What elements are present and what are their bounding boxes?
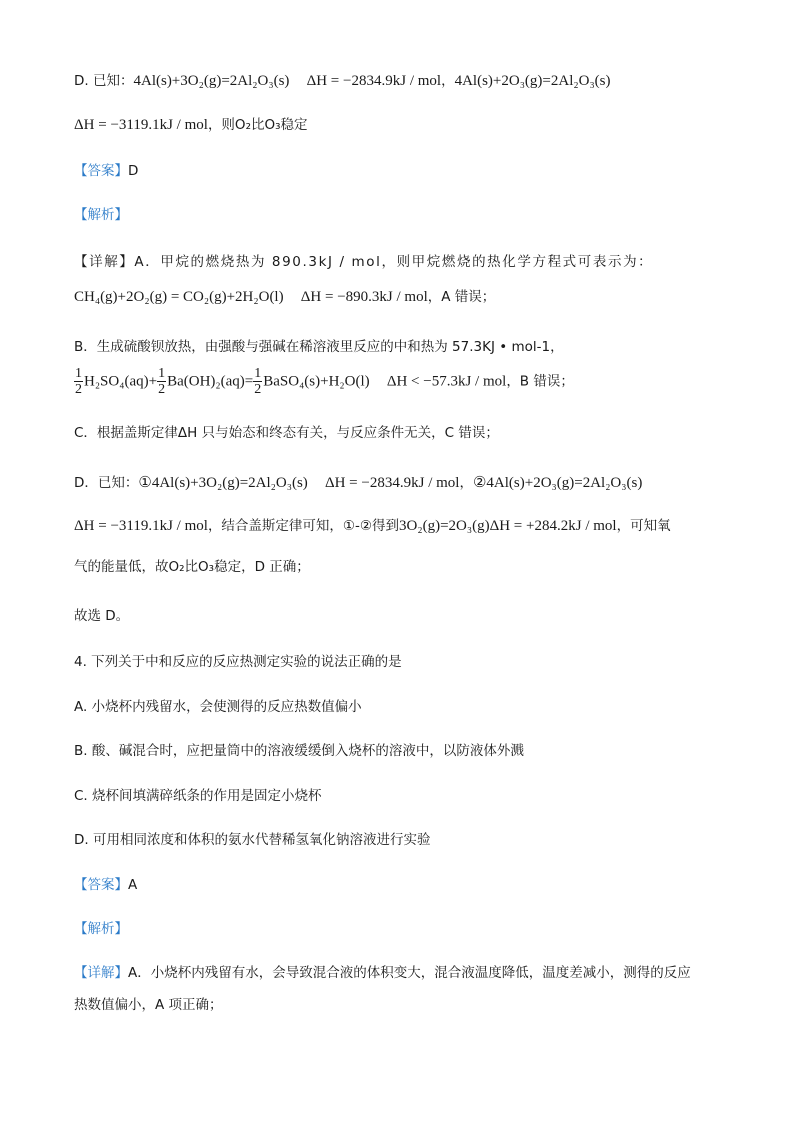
q4-option-c bbox=[74, 790, 322, 804]
equation-part: BaSO₄(s)+H₂O(l) bbox=[263, 373, 370, 390]
fraction-denominator: 2 bbox=[75, 382, 82, 397]
q4-option-a bbox=[74, 701, 362, 715]
enthalpy-value: ΔH = −890.3kJ / mol bbox=[300, 289, 428, 305]
answer-value: A bbox=[128, 877, 138, 893]
option-text: D. 可用相同浓度和体积的氨水代替稀氢氧化钠溶液进行实验 bbox=[74, 832, 431, 848]
q3-detail-d-line2 bbox=[74, 519, 671, 534]
detail-label: 【详解】 bbox=[74, 965, 128, 981]
equation: 4Al(s)+2O₃(g)=2Al₂O₃(s) bbox=[454, 73, 611, 89]
detail-text: ，结合盖斯定律可知，①-②得到 bbox=[207, 518, 400, 534]
option-text: B. 酸、碱混合时，应把量筒中的溶液缓缓倒入烧杯的溶液中，以防液体外溅 bbox=[74, 743, 524, 759]
equation-part: Ba(OH)₂(aq)= bbox=[167, 373, 254, 390]
q4-option-d bbox=[74, 834, 430, 848]
q3-detail-a-line1 bbox=[74, 256, 653, 270]
detail-text: 气的能量低，故O₂比O₃稳定，D 正确； bbox=[74, 559, 310, 575]
answer-label: 【答案】 bbox=[74, 163, 128, 179]
fraction-half bbox=[74, 366, 83, 397]
q4-detail-line1 bbox=[74, 967, 691, 981]
equation: ①4Al(s)+3O₂(g)=2Al₂O₃(s) bbox=[138, 475, 308, 491]
question-stem: 4. 下列关于中和反应的反应热测定实验的说法正确的是 bbox=[74, 654, 402, 670]
q3-option-d-line2 bbox=[74, 118, 308, 133]
answer-value: D bbox=[128, 163, 139, 179]
detail-text: A．甲烷的燃烧热为 890.3kJ / mol，则甲烷燃烧的热化学方程式可表示为： bbox=[134, 254, 654, 270]
analysis-label: 【解析】 bbox=[74, 207, 128, 223]
answer-label: 【答案】 bbox=[74, 877, 128, 893]
detail-label: 【详解】 bbox=[74, 254, 135, 270]
q4-option-b bbox=[74, 745, 524, 759]
analysis-label: 【解析】 bbox=[74, 921, 128, 937]
detail-text: 热数值偏小，A 项正确； bbox=[74, 997, 223, 1013]
q3-detail-d-line3 bbox=[74, 561, 310, 575]
detail-text: B．生成硫酸钡放热，由强酸与强碱在稀溶液里反应的中和热为 57.3KJ • mol-1， bbox=[74, 339, 564, 355]
q3-detail-d-line1 bbox=[74, 476, 642, 491]
separator: ， bbox=[459, 475, 473, 491]
q3-detail-c bbox=[74, 427, 499, 441]
fraction-numerator: 1 bbox=[254, 366, 262, 381]
equation-part: H₂SO₄(aq)+ bbox=[84, 373, 158, 390]
q3-detail-b-line2 bbox=[74, 366, 574, 397]
q4-analysis-label bbox=[74, 923, 128, 937]
option-d-prefix: D. 已知： bbox=[74, 73, 134, 89]
q4-stem bbox=[74, 656, 402, 670]
option-text: ，则O₂比O₃稳定 bbox=[207, 117, 308, 133]
fraction-numerator: 1 bbox=[158, 366, 166, 381]
q4-detail-line2 bbox=[74, 999, 223, 1013]
option-text: C. 烧杯间填满碎纸条的作用是固定小烧杯 bbox=[74, 788, 322, 804]
fraction-numerator: 1 bbox=[75, 366, 82, 381]
enthalpy-value: ΔH < −57.3kJ / mol bbox=[386, 373, 507, 390]
equation: 3O₂(g)=2O₃(g)ΔH = +284.2kJ / mol bbox=[399, 518, 617, 534]
fraction-half bbox=[157, 366, 166, 397]
detail-text: C．根据盖斯定律ΔH 只与始态和终态有关，与反应条件无关，C 错误； bbox=[74, 425, 499, 441]
detail-text: ，A 错误； bbox=[427, 289, 496, 305]
q4-answer bbox=[74, 879, 137, 893]
conclusion-text: 故选 D。 bbox=[74, 608, 130, 624]
q3-answer bbox=[74, 165, 138, 179]
equation: 4Al(s)+3O₂(g)=2Al₂O₃(s) bbox=[133, 73, 290, 89]
fraction-denominator: 2 bbox=[158, 382, 166, 397]
q3-analysis-label bbox=[74, 209, 128, 223]
fraction-denominator: 2 bbox=[254, 382, 262, 397]
q3-detail-b-line1 bbox=[74, 341, 564, 355]
detail-prefix: D．已知： bbox=[74, 475, 139, 491]
q3-conclusion bbox=[74, 610, 129, 624]
enthalpy-value: ΔH = −3119.1kJ / mol bbox=[74, 117, 208, 133]
separator: ， bbox=[441, 73, 455, 89]
enthalpy-value: ΔH = −3119.1kJ / mol bbox=[74, 518, 208, 534]
equation: CH₄(g)+2O₂(g) = CO₂(g)+2H₂O(l) bbox=[74, 289, 284, 305]
detail-text: ，B 错误； bbox=[506, 373, 574, 390]
enthalpy-value: ΔH = −2834.9kJ / mol bbox=[306, 73, 442, 89]
detail-text: ，可知氧 bbox=[616, 518, 671, 534]
detail-text: A．小烧杯内残留有水，会导致混合液的体积变大，混合液温度降低，温度差减小，测得的反应 bbox=[128, 965, 691, 981]
option-text: A. 小烧杯内残留水，会使测得的反应热数值偏小 bbox=[74, 699, 362, 715]
fraction-half bbox=[253, 366, 262, 397]
enthalpy-value: ΔH = −2834.9kJ / mol bbox=[324, 475, 460, 491]
q3-detail-a-line2 bbox=[74, 290, 495, 305]
equation: ②4Al(s)+2O₃(g)=2Al₂O₃(s) bbox=[472, 475, 643, 491]
q3-option-d-line1 bbox=[74, 74, 611, 89]
